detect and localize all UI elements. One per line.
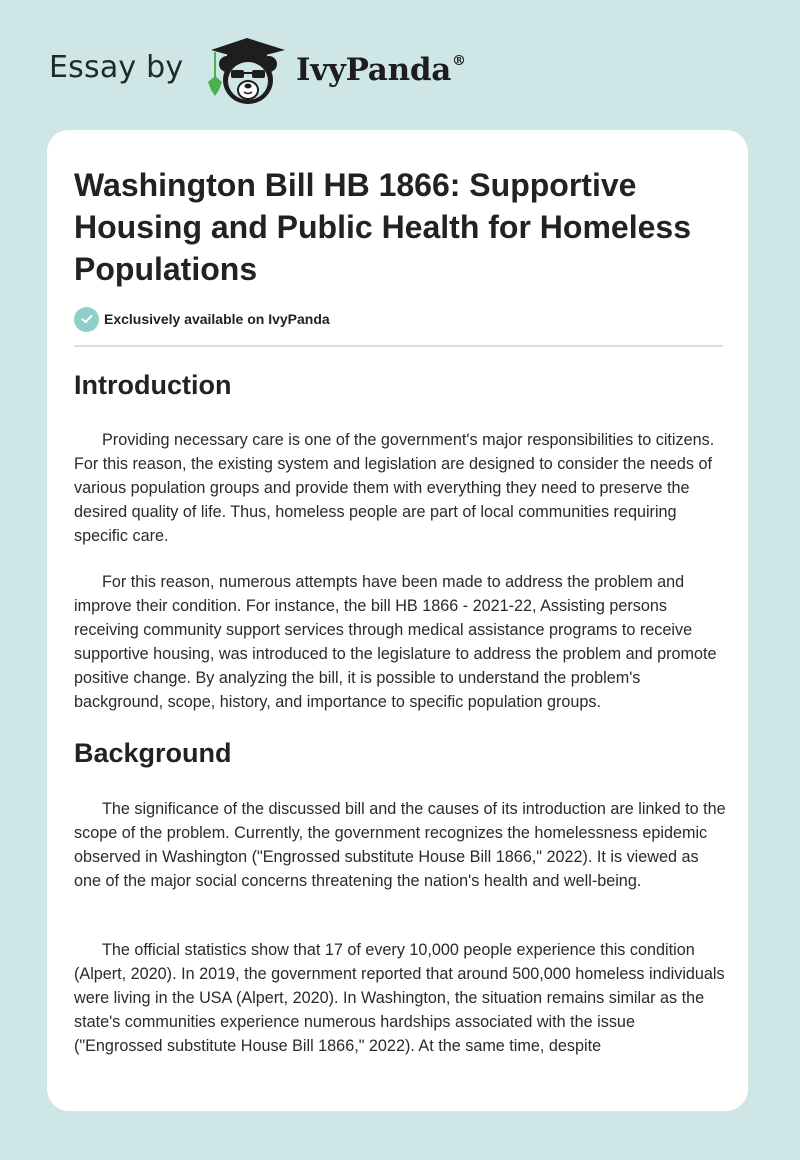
brand-name[interactable] (296, 52, 466, 88)
paragraph: Providing necessary care is one of the government's major responsibilities to citizens. For this reason, the existing system and legislation are designed to consider the needs of various population groups and provide them with everything they need to preserve the desired quality of life. Thus, homeless people are part of local communities requiring specific care. (74, 431, 715, 545)
exclusive-badge (74, 306, 330, 332)
section-heading-introduction: Introduction (74, 370, 232, 400)
paragraph: The significance of the discussed bill and the causes of its introduction are linked to the scope of the problem. Currently, the government recognizes the homelessness epidemic observed in Washington ("Engrossed substitute House Bill 1866," 2022). It is viewed as one of the major social concerns threatening the nation's health and well-being. (74, 800, 726, 890)
paragraph: For this reason, numerous attempts have been made to address the problem and improve their condition. For instance, the bill HB 1866 - 2021-22, Assisting persons receiving community support services through medical assistance programs to receive supportive housing, was introduced to the legislature to address the problem and promote positive change. By analyzing the bill, it is possible to understand the problem's background, scope, history, and importance to specific population groups. (74, 573, 717, 711)
paragraph: The official statistics show that 17 of every 10,000 people experience this condition (Alpert, 2020). In 2019, the government reported that around 500,000 homeless individuals were living in the USA (Alpert, 2020). In Washington, the situation remains similar as the state's communities experience numerous hardships associated with the issue ("Engrossed substitute House Bill 1866," 2022). At the same time, despite (74, 941, 725, 1055)
essay-by-label: Essay by (49, 50, 184, 85)
section-heading-background: Background (74, 738, 232, 768)
essay-card (47, 130, 748, 1111)
title-divider (74, 345, 723, 347)
brand-text: IvyPanda (296, 52, 451, 88)
exclusive-label: Exclusively available on IvyPanda (104, 311, 330, 327)
check-circle-icon (74, 307, 99, 332)
panda-logo-icon[interactable] (203, 36, 291, 108)
essay-title: Washington Bill HB 1866: Supportive Housing and Public Health for Homeless Populations (74, 167, 691, 287)
registered-mark: ® (452, 52, 466, 69)
site-header (0, 0, 800, 130)
